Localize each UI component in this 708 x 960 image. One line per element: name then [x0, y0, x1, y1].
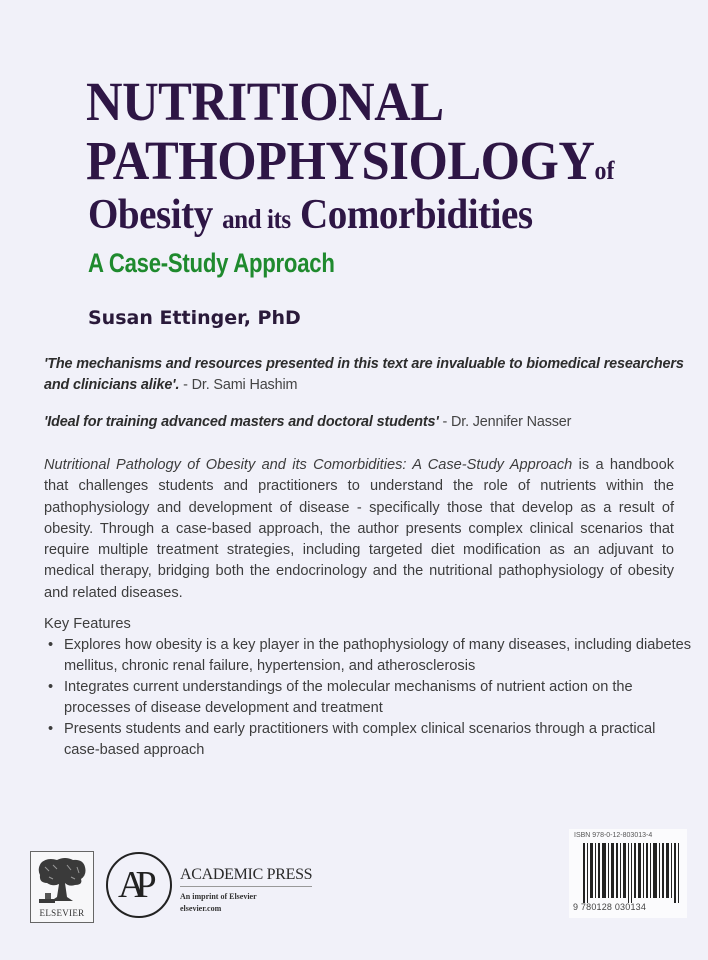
barcode-icon [583, 843, 679, 903]
publisher-imprint: An imprint of Elsevier [180, 892, 257, 901]
feature-item [44, 635, 694, 677]
key-features [44, 614, 694, 761]
ap-monogram-icon: AP [118, 864, 147, 906]
description-body: is a handbook that challenges students and practitioners to understand the role of nutrients within the pathophysiology and development of disease - specifically those that develop as a result of obesity. Through a case-based approach, the author presents complex clinical scenarios that require multiple treatment strategies, including targeted diet modification as an adjuvant to medical therapy, bridging both the endocrinology and the nutritional pathophysiology of obesity and related diseases. [44, 457, 674, 601]
feature-item [44, 677, 694, 719]
bullet-icon: • [48, 679, 54, 695]
quote-text: 'The mechanisms and resources presented in this text are invaluable to biomedical researchers and clinicians alike'. [44, 356, 684, 393]
quote-attribution: - Dr. Jennifer Nasser [438, 414, 572, 430]
feature-item [44, 719, 694, 761]
academic-press-logo [106, 852, 172, 918]
bullet-icon: • [48, 637, 54, 653]
elsevier-tree-icon [37, 857, 87, 905]
elsevier-logo [30, 851, 94, 923]
isbn-barcode [569, 829, 687, 918]
feature-text: Presents students and early practitioners with complex clinical scenarios through a practical case-based approach [64, 721, 656, 758]
title-of: of [594, 156, 615, 185]
feature-text: Integrates current understandings of the molecular mechanisms of nutrient action on the processes of disease development and treatment [64, 679, 633, 716]
publisher-info [180, 866, 315, 915]
bullet-icon: • [48, 721, 54, 737]
book-description [44, 455, 674, 604]
author-name: Susan Ettinger, PhD [88, 307, 301, 329]
key-features-list [44, 635, 694, 761]
quote-text: 'Ideal for training advanced masters and doctoral students' [44, 414, 439, 430]
endorsement-quote-1 [44, 354, 684, 396]
title-comorbidities: Comorbidities [300, 192, 533, 238]
feature-text: Explores how obesity is a key player in the pathophysiology of many diseases, including diabetes mellitus, chronic renal failure, hypertension, and atherosclerosis [64, 637, 692, 674]
title-line-1: NUTRITIONAL [86, 71, 444, 132]
key-features-heading: Key Features [44, 616, 131, 632]
subtitle: A Case-Study Approach [88, 248, 335, 278]
title-and-its: and its [222, 204, 291, 234]
description-book-title: Nutritional Pathology of Obesity and its Comorbidities: A Case-Study Approach [44, 457, 573, 473]
title-line-3 [88, 190, 533, 244]
quote-attribution: - Dr. Sami Hashim [179, 377, 298, 393]
endorsement-quote-2 [44, 412, 684, 433]
publisher-url: elsevier.com [180, 904, 222, 913]
title-obesity: Obesity [88, 192, 213, 238]
elsevier-wordmark: ELSEVIER [39, 908, 85, 918]
title-pathophysiology: PATHOPHYSIOLOGY [86, 130, 595, 191]
isbn-label: ISBN 978-0-12-803013-4 [574, 832, 653, 839]
barcode-digits: 9 780128 030134 [573, 902, 647, 912]
publisher-name: ACADEMIC PRESS [180, 866, 312, 887]
